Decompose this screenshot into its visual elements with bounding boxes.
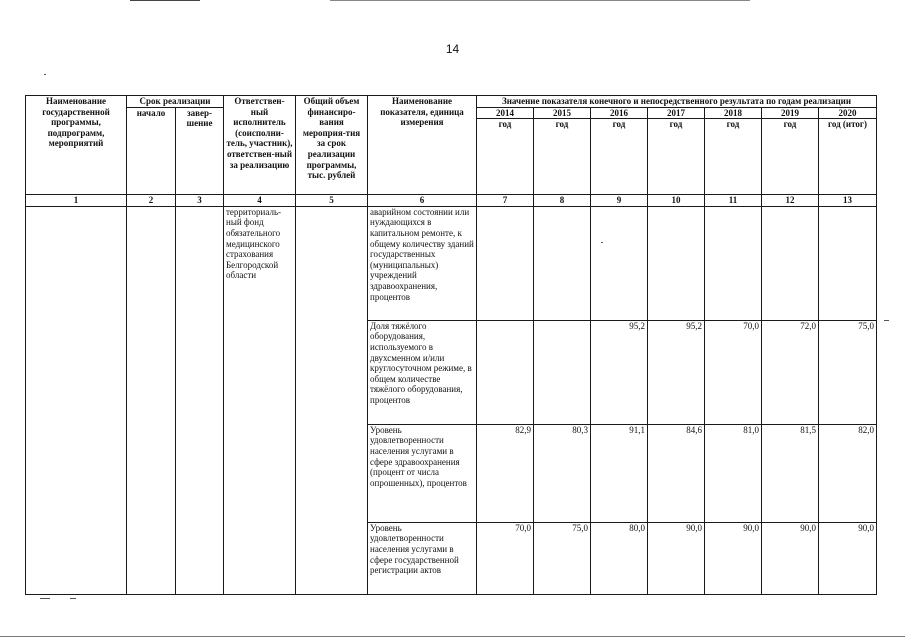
column-number: 8 xyxy=(534,195,591,207)
value-cell xyxy=(705,206,762,320)
value-cell xyxy=(477,206,534,320)
header-year-sub: год (итог) xyxy=(819,119,877,195)
scan-edge-bottom xyxy=(0,636,905,637)
funding-cell xyxy=(296,206,368,594)
scan-speck xyxy=(884,320,889,321)
value-cell: 72,0 xyxy=(762,320,819,424)
header-year-sub: год xyxy=(648,119,705,195)
start-cell xyxy=(127,206,176,594)
scan-edge-top xyxy=(130,0,200,1)
value-cell xyxy=(819,206,877,320)
value-cell xyxy=(477,320,534,424)
program-cell xyxy=(26,206,127,594)
value-cell xyxy=(591,206,648,320)
header-indicator: Наименование показателя, единица измерения xyxy=(368,96,477,195)
value-cell: 90,0 xyxy=(819,522,877,594)
indicator-cell: Уровень удовлетворенности населения услугами в сфере государственной регистрации актов xyxy=(368,522,477,594)
column-number: 12 xyxy=(762,195,819,207)
indicator-cell: Уровень удовлетворенности населения услугами в сфере здравоохранения (процент от числа опрошенных), процентов xyxy=(368,424,477,522)
value-cell xyxy=(648,206,705,320)
header-year: 2014 xyxy=(477,107,534,119)
value-cell: 81,5 xyxy=(762,424,819,522)
value-cell: 90,0 xyxy=(648,522,705,594)
column-numbers-row xyxy=(26,195,877,207)
indicator-cell: Доля тяжёлого оборудования, используемого в двухсменном и/или круглосуточном режиме, в общем количестве тяжёлого оборудования, процентов xyxy=(368,320,477,424)
value-cell xyxy=(762,206,819,320)
value-cell: 90,0 xyxy=(705,522,762,594)
value-cell: 80,3 xyxy=(534,424,591,522)
value-cell: 95,2 xyxy=(591,320,648,424)
header-row xyxy=(26,96,877,108)
value-cell: 70,0 xyxy=(477,522,534,594)
scan-speck xyxy=(70,598,76,599)
value-cell: 80,0 xyxy=(591,522,648,594)
header-year-sub: год xyxy=(705,119,762,195)
scan-speck xyxy=(40,598,50,599)
header-period: Срок реализации xyxy=(127,96,224,108)
header-year-sub: год xyxy=(762,119,819,195)
column-number: 5 xyxy=(296,195,368,207)
end-cell xyxy=(176,206,224,594)
column-number: 13 xyxy=(819,195,877,207)
column-number: 3 xyxy=(176,195,224,207)
header-year: 2020 xyxy=(819,107,877,119)
header-year: 2018 xyxy=(705,107,762,119)
page-number: 14 xyxy=(445,42,460,56)
header-year: 2017 xyxy=(648,107,705,119)
table-row xyxy=(26,206,877,320)
header-end: завер-шение xyxy=(176,107,224,195)
column-number: 1 xyxy=(26,195,127,207)
value-cell xyxy=(534,206,591,320)
value-cell: 75,0 xyxy=(534,522,591,594)
value-cell: 84,6 xyxy=(648,424,705,522)
value-cell: 90,0 xyxy=(762,522,819,594)
header-year: 2015 xyxy=(534,107,591,119)
header-program: Наименование государственной программы, подпрограмм, мероприятий xyxy=(26,96,127,195)
scan-edge-top xyxy=(330,0,750,1)
scan-speck xyxy=(44,74,46,75)
column-number: 11 xyxy=(705,195,762,207)
indicator-cell: аварийном состоянии или нуждающихся в капитальном ремонте, к общему количеству зданий государственных (муниципальных) учреждений здравоохранения, процентов xyxy=(368,206,477,320)
column-number: 7 xyxy=(477,195,534,207)
header-year: 2019 xyxy=(762,107,819,119)
value-cell: 75,0 xyxy=(819,320,877,424)
value-cell: 82,0 xyxy=(819,424,877,522)
header-values: Значение показателя конечного и непосредственного результата по годам реализации xyxy=(477,96,877,108)
header-funding: Общий объем финансиро-вания мероприя-тия за срок реализации программы, тыс. рублей xyxy=(296,96,368,195)
value-cell: 82,9 xyxy=(477,424,534,522)
header-year-sub: год xyxy=(591,119,648,195)
header-executor: Ответствен-ный исполнитель (соисполни-тель, участник), ответствен-ный за реализацию xyxy=(224,96,296,195)
header-year-sub: год xyxy=(477,119,534,195)
indicators-table xyxy=(25,95,877,595)
value-cell: 81,0 xyxy=(705,424,762,522)
value-cell: 91,1 xyxy=(591,424,648,522)
value-cell xyxy=(534,320,591,424)
column-number: 4 xyxy=(224,195,296,207)
header-start: начало xyxy=(127,107,176,195)
column-number: 2 xyxy=(127,195,176,207)
column-number: 10 xyxy=(648,195,705,207)
header-year-sub: год xyxy=(534,119,591,195)
value-cell: 70,0 xyxy=(705,320,762,424)
header-year: 2016 xyxy=(591,107,648,119)
column-number: 9 xyxy=(591,195,648,207)
column-number: 6 xyxy=(368,195,477,207)
value-cell: 95,2 xyxy=(648,320,705,424)
executor-cell: территориаль-ный фонд обязательного медицинского страхования Белгородской области xyxy=(224,206,296,594)
